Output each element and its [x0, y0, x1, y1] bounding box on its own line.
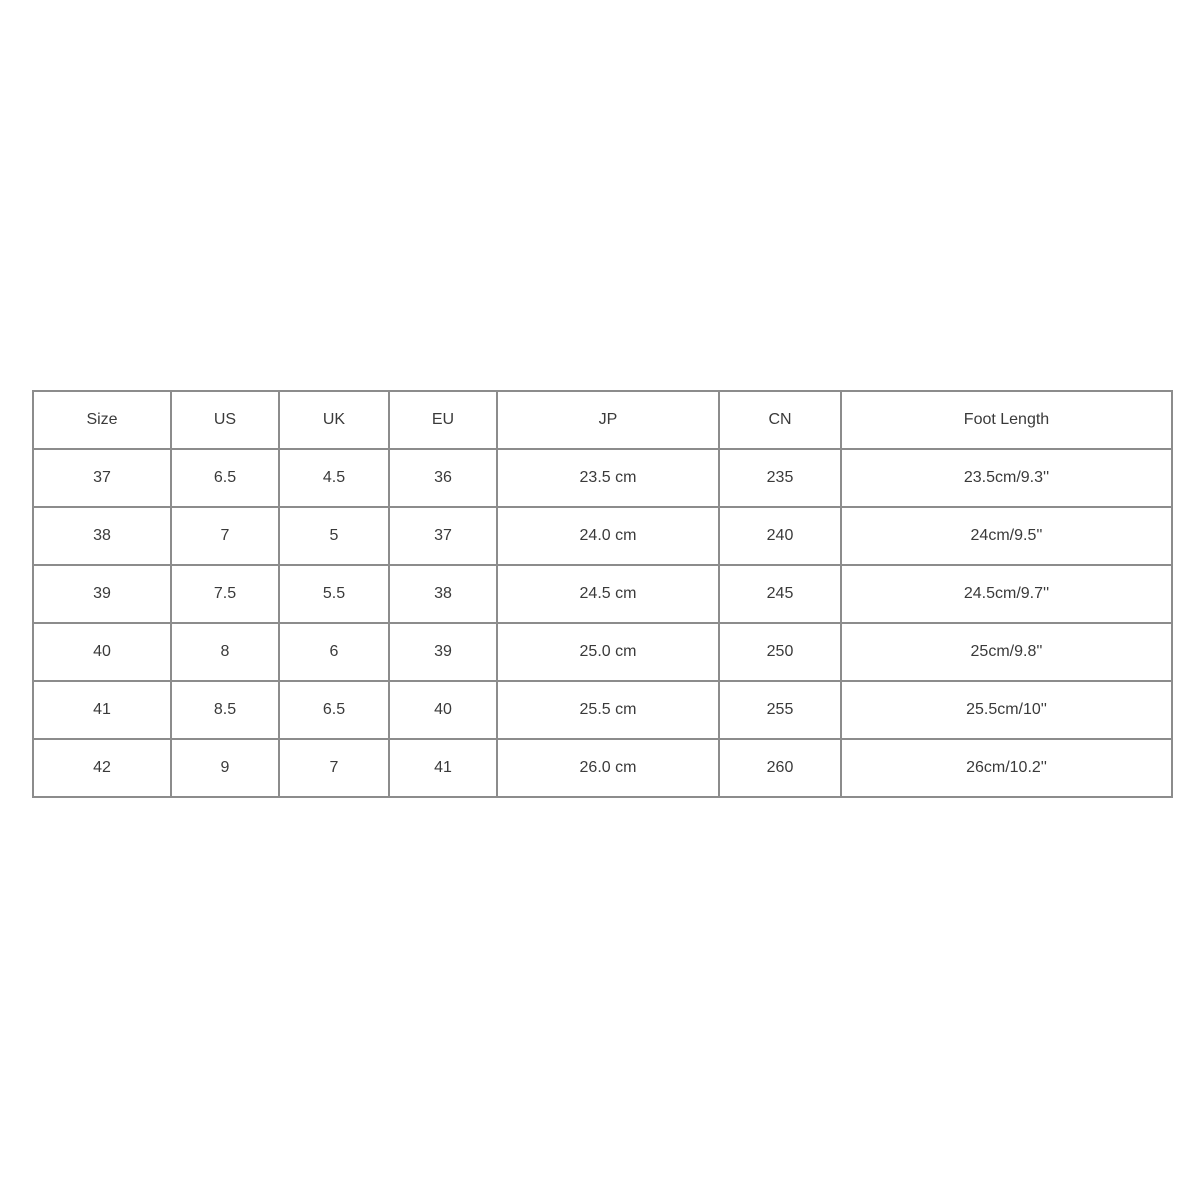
cell-eu: 36: [389, 449, 497, 507]
cell-eu: 37: [389, 507, 497, 565]
cell-us: 7.5: [171, 565, 279, 623]
table-row: [33, 623, 1172, 681]
cell-foot-length: 25.5cm/10'': [841, 681, 1172, 739]
cell-eu: 39: [389, 623, 497, 681]
cell-cn: 250: [719, 623, 841, 681]
cell-eu: 41: [389, 739, 497, 797]
cell-cn: 235: [719, 449, 841, 507]
cell-jp: 23.5 cm: [497, 449, 719, 507]
cell-uk: 5: [279, 507, 389, 565]
cell-size: 40: [33, 623, 171, 681]
cell-size: 37: [33, 449, 171, 507]
cell-uk: 5.5: [279, 565, 389, 623]
cell-size: 42: [33, 739, 171, 797]
cell-foot-length: 26cm/10.2'': [841, 739, 1172, 797]
table-row: [33, 739, 1172, 797]
cell-us: 8.5: [171, 681, 279, 739]
header-jp: JP: [497, 391, 719, 449]
cell-uk: 6: [279, 623, 389, 681]
cell-foot-length: 25cm/9.8'': [841, 623, 1172, 681]
cell-cn: 255: [719, 681, 841, 739]
cell-size: 41: [33, 681, 171, 739]
header-uk: UK: [279, 391, 389, 449]
header-size: Size: [33, 391, 171, 449]
cell-jp: 25.5 cm: [497, 681, 719, 739]
cell-uk: 7: [279, 739, 389, 797]
cell-jp: 24.5 cm: [497, 565, 719, 623]
table-row: [33, 565, 1172, 623]
table-row: [33, 449, 1172, 507]
cell-cn: 245: [719, 565, 841, 623]
cell-jp: 26.0 cm: [497, 739, 719, 797]
cell-size: 38: [33, 507, 171, 565]
header-eu: EU: [389, 391, 497, 449]
cell-us: 6.5: [171, 449, 279, 507]
header-foot-length: Foot Length: [841, 391, 1172, 449]
size-chart-table: [32, 390, 1173, 798]
cell-size: 39: [33, 565, 171, 623]
cell-foot-length: 23.5cm/9.3'': [841, 449, 1172, 507]
cell-us: 9: [171, 739, 279, 797]
header-cn: CN: [719, 391, 841, 449]
cell-foot-length: 24.5cm/9.7'': [841, 565, 1172, 623]
cell-uk: 4.5: [279, 449, 389, 507]
cell-us: 7: [171, 507, 279, 565]
cell-uk: 6.5: [279, 681, 389, 739]
table-row: [33, 507, 1172, 565]
cell-eu: 38: [389, 565, 497, 623]
table-header-row: [33, 391, 1172, 449]
header-us: US: [171, 391, 279, 449]
table-row: [33, 681, 1172, 739]
cell-eu: 40: [389, 681, 497, 739]
cell-cn: 240: [719, 507, 841, 565]
cell-jp: 24.0 cm: [497, 507, 719, 565]
cell-foot-length: 24cm/9.5'': [841, 507, 1172, 565]
cell-jp: 25.0 cm: [497, 623, 719, 681]
cell-us: 8: [171, 623, 279, 681]
cell-cn: 260: [719, 739, 841, 797]
